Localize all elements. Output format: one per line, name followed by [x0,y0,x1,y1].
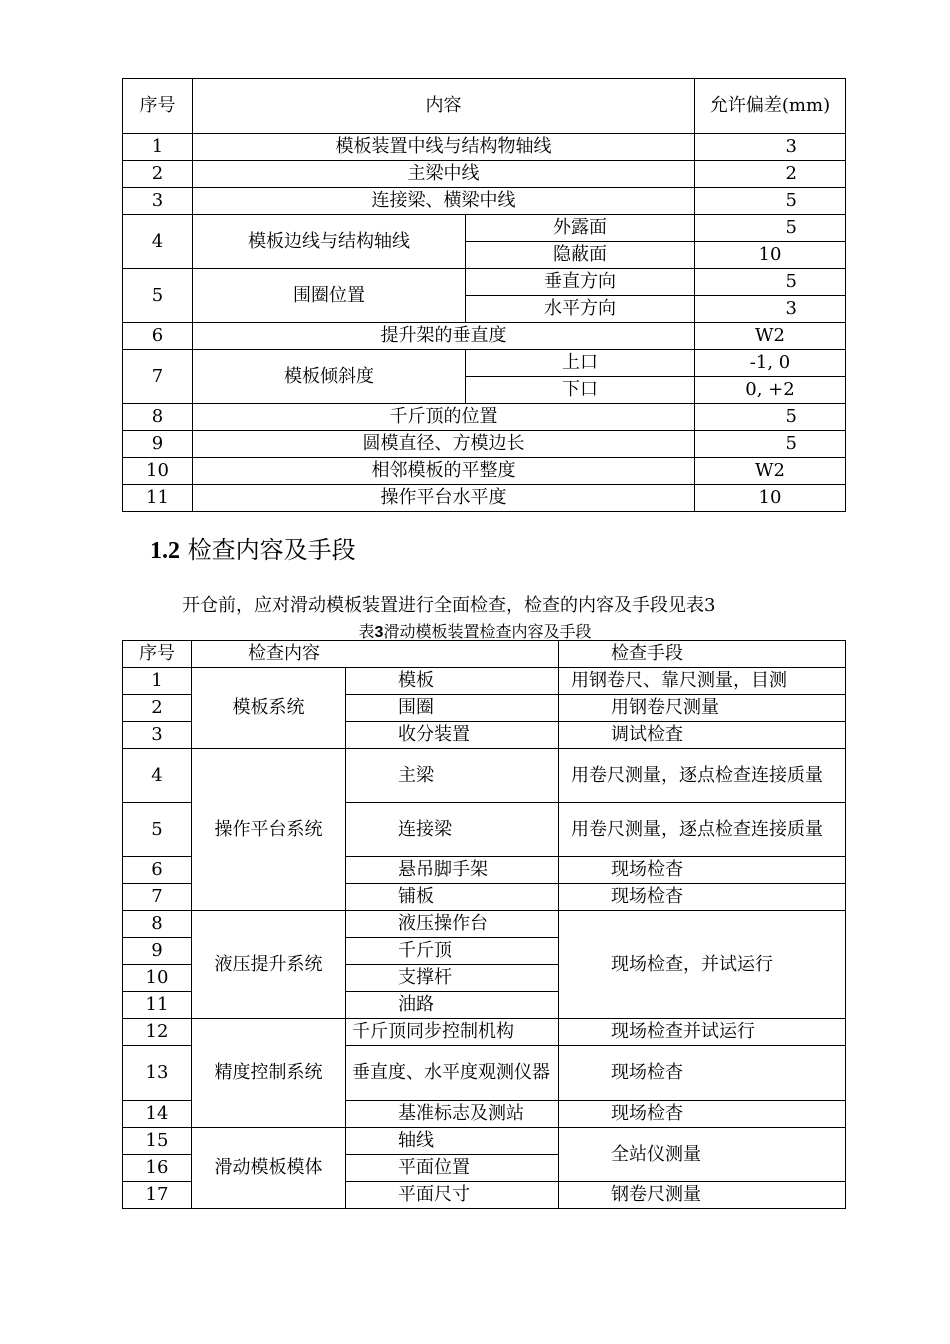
section-heading [150,530,356,565]
row-item: 铺板 [346,884,559,911]
header-content: 检查内容 [192,641,559,668]
row-item: 平面位置 [346,1155,559,1182]
row-value: 5 [695,269,846,296]
row-value: 5 [695,215,846,242]
row-no: 3 [123,188,193,215]
row-no: 5 [123,803,192,857]
table-row [123,668,846,695]
table-row [123,911,846,938]
table-row [123,458,846,485]
row-method: 用卷尺测量，逐点检查连接质量 [559,749,846,803]
row-content: 围圈位置 [193,269,466,323]
row-item: 千斤顶 [346,938,559,965]
row-method: 全站仪测量 [559,1128,846,1182]
row-method: 现场检查，并试运行 [559,911,846,1019]
row-no: 1 [123,134,193,161]
row-sub-label: 隐蔽面 [466,242,695,269]
row-no: 10 [123,458,193,485]
row-no: 17 [123,1182,192,1209]
row-value: 2 [695,161,846,188]
row-no: 13 [123,1046,192,1101]
table-row [123,134,846,161]
row-method: 用钢卷尺、靠尺测量，目测 [559,668,846,695]
row-no: 6 [123,323,193,350]
row-no: 8 [123,911,192,938]
table-row [123,431,846,458]
row-no: 2 [123,161,193,188]
row-content: 模板装置中线与结构物轴线 [193,134,695,161]
section-number: 1.2 [150,538,180,564]
group-label: 液压提升系统 [192,911,346,1019]
row-no: 16 [123,1155,192,1182]
row-content: 连接梁、横梁中线 [193,188,695,215]
row-method: 现场检杳 [559,1101,846,1128]
row-content: 模板倾斜度 [193,350,466,404]
row-no: 8 [123,404,193,431]
row-item: 收分装置 [346,722,559,749]
section-title: 检查内容及手段 [187,536,356,564]
row-value: 0, +2 [695,377,846,404]
row-no: 4 [123,749,192,803]
table-row [123,269,846,296]
row-content: 相邻模板的平整度 [193,458,695,485]
table-caption [0,619,950,642]
row-no: 15 [123,1128,192,1155]
table-row [123,323,846,350]
row-no: 14 [123,1101,192,1128]
header-content: 内容 [193,79,695,134]
row-no: 9 [123,431,193,458]
group-label: 操作平台系统 [192,749,346,911]
header-tolerance: 允许偏差(mm) [695,79,846,134]
row-item: 主梁 [346,749,559,803]
row-no: 7 [123,350,193,404]
row-item: 平面尺寸 [346,1182,559,1209]
inspection-table [122,640,846,1209]
body-paragraph: 开仓前，应对滑动模板装置进行全面检查，检查的内容及手段见表3 [182,595,716,616]
table-row [123,485,846,512]
row-no: 3 [123,722,192,749]
row-item: 悬吊脚手架 [346,857,559,884]
table-row [123,1128,846,1155]
row-value: W2 [695,323,846,350]
row-sub-label: 外露面 [466,215,695,242]
row-value: 10 [695,242,846,269]
caption-number: 3 [374,624,384,641]
row-method: 调试检査 [559,722,846,749]
row-value: 3 [695,296,846,323]
table-header-row [123,79,846,134]
table-row [123,161,846,188]
row-no: 4 [123,215,193,269]
row-content: 千斤顶的位置 [193,404,695,431]
row-item: 模板 [346,668,559,695]
caption-text: 滑动模板装置检查内容及手段 [383,622,592,641]
row-value: 5 [695,188,846,215]
row-content: 主梁中线 [193,161,695,188]
row-no: 10 [123,965,192,992]
row-item: 围圈 [346,695,559,722]
row-item: 轴线 [346,1128,559,1155]
row-value: 3 [695,134,846,161]
row-method: 现场检查并试运行 [559,1019,846,1046]
row-no: 5 [123,269,193,323]
row-value: W2 [695,458,846,485]
row-item: 油路 [346,992,559,1019]
row-method: 现场检杳 [559,884,846,911]
row-no: 1 [123,668,192,695]
row-content: 操作平台水平度 [193,485,695,512]
row-item: 液压操作台 [346,911,559,938]
row-value: 5 [695,431,846,458]
row-method: 用钢卷尺测量 [559,695,846,722]
table-row [123,1019,846,1046]
tolerance-table [122,78,846,512]
row-no: 11 [123,992,192,1019]
table-row [123,749,846,803]
row-sub-label: 垂直方向 [466,269,695,296]
table-row [123,404,846,431]
row-method: 现场检杳 [559,857,846,884]
row-content: 模板边线与结构轴线 [193,215,466,269]
row-content: 圆模直径、方模边长 [193,431,695,458]
group-label: 滑动模板模体 [192,1128,346,1209]
row-item: 基准标志及测站 [346,1101,559,1128]
row-content: 提升架的垂直度 [193,323,695,350]
row-no: 9 [123,938,192,965]
table-row [123,188,846,215]
table-row [123,215,846,242]
row-sub-label: 上口 [466,350,695,377]
group-label: 精度控制系统 [192,1019,346,1128]
row-sub-label: 水平方向 [466,296,695,323]
row-method: 现场检杳 [559,1046,846,1101]
row-value: -1, 0 [695,350,846,377]
header-no: 序号 [123,79,193,134]
header-method: 检查手段 [559,641,846,668]
header-no: 序号 [123,641,192,668]
row-item: 垂直度、水平度观测仪器 [346,1046,559,1101]
caption-prefix: 表 [358,622,375,641]
table-row [123,350,846,377]
row-item: 千斤顶同步控制机构 [346,1019,559,1046]
row-no: 11 [123,485,193,512]
table-header-row [123,641,846,668]
row-sub-label: 下口 [466,377,695,404]
row-no: 6 [123,857,192,884]
row-item: 支撑杆 [346,965,559,992]
group-label: 模板系统 [192,668,346,749]
row-no: 2 [123,695,192,722]
row-item: 连接梁 [346,803,559,857]
row-method: 用卷尺测量，逐点检查连接质量 [559,803,846,857]
row-method: 钢卷尺测量 [559,1182,846,1209]
row-no: 7 [123,884,192,911]
row-no: 12 [123,1019,192,1046]
row-value: 5 [695,404,846,431]
row-value: 10 [695,485,846,512]
